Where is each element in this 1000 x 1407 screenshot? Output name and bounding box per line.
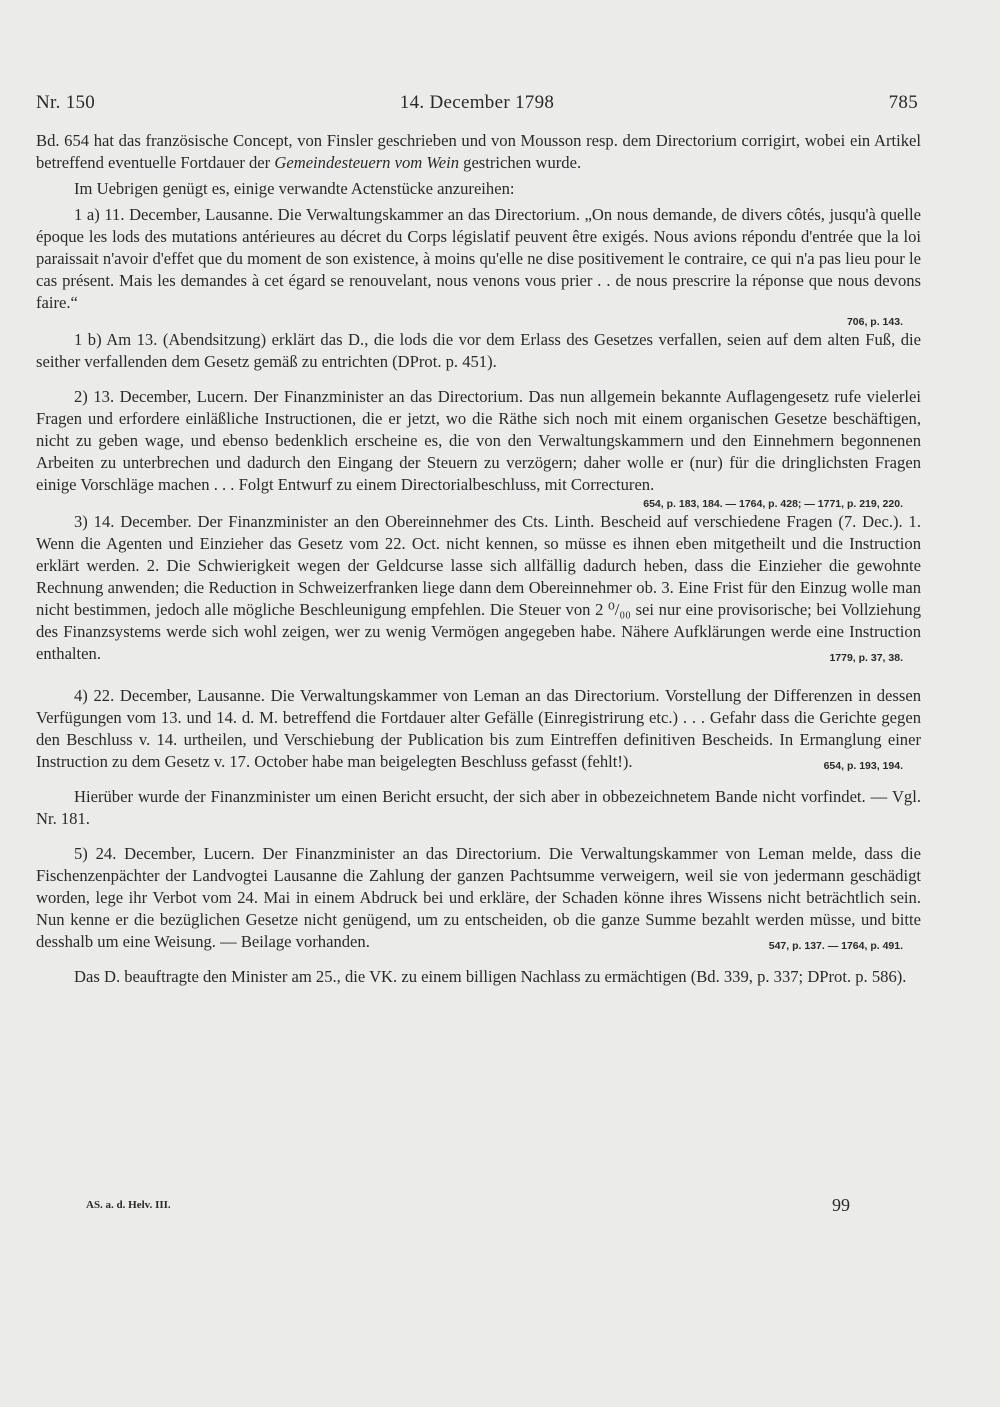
- document-body: [36, 130, 921, 988]
- paragraph-transition: Im Uebrigen genügt es, einige verwandte Actenstücke anzureihen:: [74, 179, 515, 198]
- paragraph-2: 2) 13. December, Lucern. Der Finanzminister an das Directorium. Das nun allgemein bekannte Auflagengesetz rufe vielerlei Fragen und erfordere einläßliche Instructionen, die er jetzt, wo die Räthe sich noch mit einem organischen Gesetze beschäftigen, nicht zu geben wage, und ebenso bedenklich erscheine es, die von den Verwaltungskammern und den Einnehmern begonnenen Arbeiten zu unterbrechen und dadurch den Eingang der Steuern zu verzögern; daher wolle er (nur) für die dringlichsten Fragen einige Vorschläge machen . . . Folgt Entwurf zu einem Directorialbeschluss, mit Correcturen.: [36, 387, 921, 494]
- source-reference: 654, p. 193, 194.: [823, 760, 903, 772]
- page-footer: [86, 1195, 850, 1219]
- page-header: [36, 92, 918, 118]
- page-number: 785: [888, 92, 918, 113]
- paragraph-followup: Hierüber wurde der Finanzminister um einen Bericht ersucht, der sich aber in obbezeichnetem Bande nicht vorfindet. — Vgl. Nr. 181.: [36, 787, 921, 828]
- series-abbreviation: AS. a. d. Helv. III.: [86, 1199, 171, 1211]
- italic-term: Gemeindesteuern vom Wein: [274, 153, 459, 172]
- signature-number: 99: [832, 1195, 850, 1215]
- paragraph-3: 3) 14. December. Der Finanzminister an den Obereinnehmer des Cts. Linth. Bescheid auf verschiedene Fragen (7. Dec.). 1. Wenn die Agenten und Einzieher das Gesetz vom 22. Oct. nicht kennen, so müsse es ihnen eben mitgetheilt und die Instruction erklärt werden. 2. Die Schwierigkeit wegen der Geldcurse lasse sich allfällig dadurch heben, dass die Einzieher die gewohnte Rechnung anwenden; die Reduction in Schweizerfranken liege dann dem Obereinnehmer ob. 3. Eine Frist für den Einzug wolle man nicht bestimmen, jedoch alle mögliche Beschleunigung empfehlen. Die Steuer von 2 ⁰/₀₀ sei nur eine provisorische; bei Vollziehung des Finanzsystems werde sich wohl zeigen, wer zu wenig Vermögen angegeben habe. Nähere Aufklärungen werde eine Instruction enthalten. 1779, p. 37, 38.: [36, 511, 921, 665]
- paragraph-5: 5) 24. December, Lucern. Der Finanzminister an das Directorium. Die Verwaltungskammer von Leman melde, dass die Fischenzenpächter der Landvogtei Lausanne die Zahlung der ganzen Pachtsumme verweigern, weil sie von jedermann geschädigt worden, lege ihr Verbot vom 24. Mai in einem Abdruck bei und erkläre, der Schaden könne ihres Wissens nicht beträchtlich sein. Nun kenne er die bezüglichen Gesetze nicht genügend, um zu entscheiden, ob die ganze Summe bezahlt werden müsse, und bitte desshalb um eine Weisung. — Beilage vorhanden. 547, p. 137. — 1764, p. 491.: [36, 843, 921, 953]
- document-number: Nr. 150: [36, 92, 96, 113]
- paragraph-1b: 1 b) Am 13. (Abendsitzung) erklärt das D., die lods die vor dem Erlass des Gesetzes verfallen, seien auf dem alten Fuß, die seither verfallenden dem Gesetz gemäß zu entrichten (DProt. p. 451).: [36, 330, 921, 371]
- source-reference: 706, p. 143.: [846, 316, 903, 328]
- paragraph-4: 4) 22. December, Lausanne. Die Verwaltungskammer von Leman an das Directorium. Vorstellung der Differenzen in dessen Verfügungen vom 13. und 14. d. M. betreffend die Fortdauer alter Gefälle (Einregistrirung etc.) . . . Gefahr dass die Gerichte gegen den Beschluss v. 14. urtheilen, und Verschiebung der Publication bis zum Eintreffen definitiven Bescheids. In Ermanglung einer Instruction zu dem Gesetz v. 17. October habe man beigelegten Beschluss gefasst (fehlt!). 654, p. 193, 194.: [36, 685, 921, 773]
- paragraph-intro: Bd. 654 hat das französische Concept, von Finsler geschrieben und von Mousson resp. dem Directorium corrigirt, wobei ein Artikel betreffend eventuelle Fortdauer der Gemeindesteuern vom Wein gestrichen wurde.: [36, 131, 921, 172]
- header-date: 14. December 1798: [399, 92, 555, 113]
- paragraph-1a: 1 a) 11. December, Lausanne. Die Verwaltungskammer an das Directorium. „On nous demande, de divers côtés, jusqu'à quelle époque les lods des mutations antérieures au décret du Corps législatif peuvent être exigés. Nous avions répondu d'entrée que la loi paraissait n'avoir d'effet que du moment de son existence, à moins qu'elle ne dise positivement le contraire, ce qui n'a pas lieu pour le cas présent. Mais les demandes à cet égard se renouvelant, nous venons vous prier . . de nous prescrire la réponse que nous devons faire.“: [36, 205, 921, 312]
- source-reference: 1779, p. 37, 38.: [829, 652, 903, 664]
- paragraph-conclusion: Das D. beauftragte den Minister am 25., die VK. zu einem billigen Nachlass zu ermächtigen (Bd. 339, p. 337; DProt. p. 586).: [74, 967, 907, 986]
- source-reference: 654, p. 183, 184. — 1764, p. 428; — 1771, p. 219, 220.: [643, 498, 903, 510]
- source-reference: 547, p. 137. — 1764, p. 491.: [768, 940, 903, 952]
